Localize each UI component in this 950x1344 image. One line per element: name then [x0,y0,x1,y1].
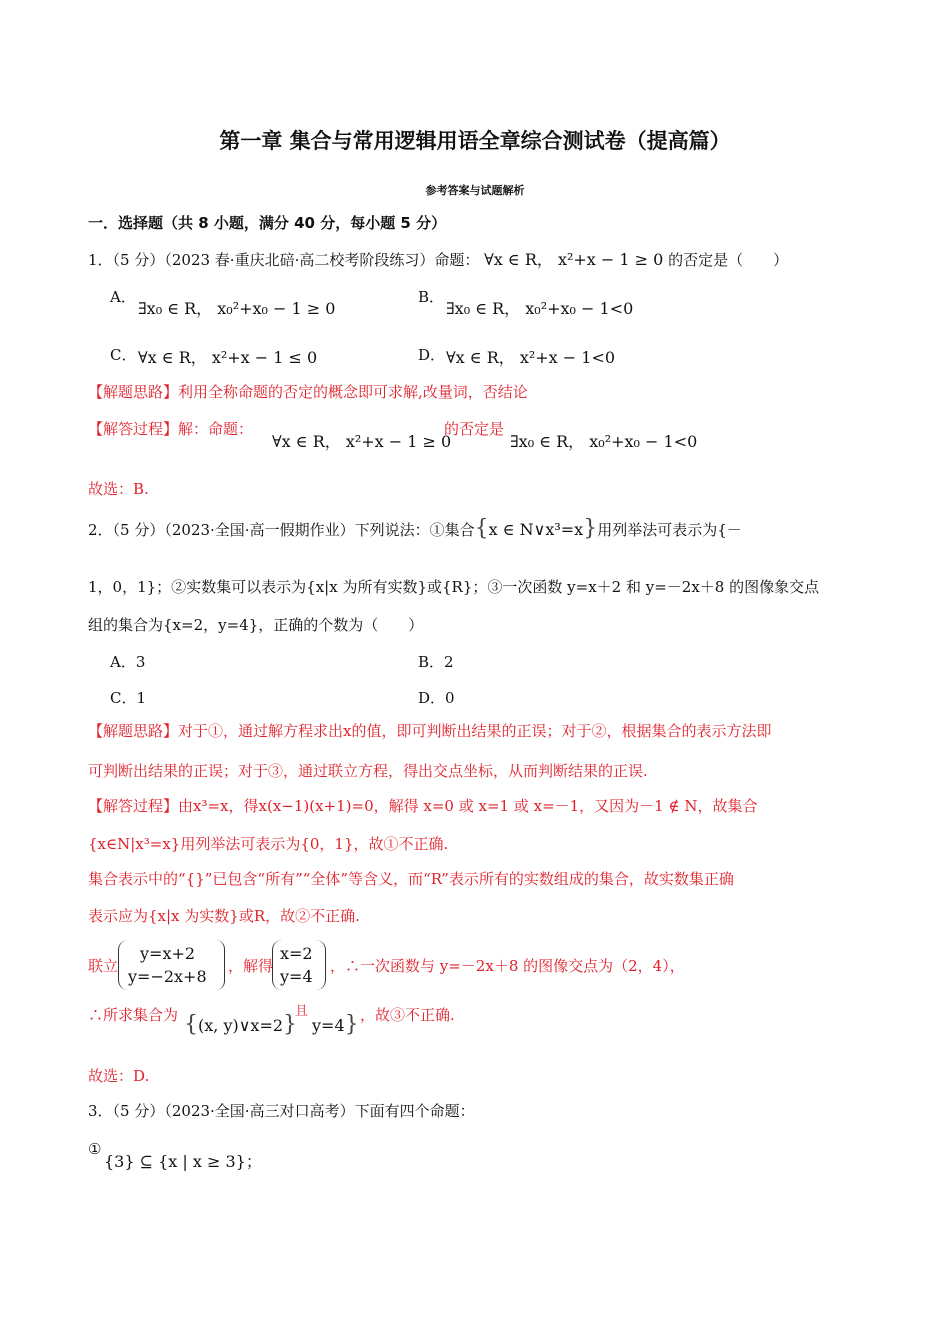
q2-option-d: D．0 [418,689,455,707]
q2-set-prefix: ∴所求集合为 [88,1006,179,1024]
q2-line2: 1，0，1}；②实数集可以表示为{x|x 为所有实数}或{R}；③一次函数 y=x＋2 和 y=－2x＋8 的图像象交点 [88,578,820,596]
q1-option-c-label: C． [110,346,137,364]
brace-right-icon: } [583,516,598,541]
q1-stem-tail: 的否定是（ ） [668,251,789,269]
q2-system-prefix: 联立 [88,957,119,975]
q2-process-line3: 集合表示中的“{}”已包含“所有”“全体”等含义，而“R”表示所有的实数组成的集合，故实数集正确 [88,870,734,888]
q2-option-a: A．3 [110,653,146,671]
q2-solution-eq1: x=2 [280,944,313,963]
q2-process-line2: {x∈N|x³=x}用列举法可表示为{0，1}，故①不正确. [88,835,449,853]
q2-set-and: 且 [295,1004,309,1019]
q2-line3: 组的集合为{x=2，y=4}，正确的个数为（ ） [88,616,424,634]
q1-option-b-label: B． [418,288,445,306]
system-brace-close [216,940,225,990]
q2-set-body2: y=4 [312,1016,345,1035]
q1-option-a-label: A． [110,288,136,306]
q2-process-line1: 【解答过程】由x³=x，得x(x−1)(x+1)=0，解得 x=0 或 x=1 或 x=－1，又因为－1 ∉ N，故集合 [88,797,758,815]
q1-stem-math: ∀x ∈ R， x²+x − 1 ≥ 0 [484,250,664,269]
brace-left-icon: { [474,516,489,541]
q2-stem [88,516,742,542]
q2-answer: 故选：D. [88,1067,150,1085]
q2-system-mid: ，解得 [228,957,274,975]
q2-set-expression2 [312,1012,359,1038]
q2-set-tail: ，故③不正确. [360,1006,455,1024]
q1-stem-text: 1．（5 分）（2023 春·重庆北碚·高二校考阶段练习）命题： [88,251,480,269]
q1-option-d-label: D． [418,346,446,364]
q1-option-a: ∃x₀ ∈ R， x₀²+x₀ − 1 ≥ 0 [138,299,336,318]
q3-item1-mark: ① [88,1140,102,1158]
q2-system-eq1: y=x+2 [140,944,196,963]
q1-process-a: 【解答过程】解：命题： [88,420,254,438]
q2-system-eq2: y=−2x+8 [128,967,207,986]
brace-right-icon: } [283,1012,298,1037]
q2-option-c: C．1 [110,689,147,707]
q1-process-b: 的否定是 [444,420,505,438]
q1-answer: 故选：B. [88,480,149,498]
q1-process-math2: ∃x₀ ∈ R， x₀²+x₀ − 1<0 [510,432,698,451]
q2-system-tail: ，∴一次函数与 y=－2x＋8 的图像交点为（2，4）， [330,957,685,975]
q2-idea-line1: 【解题思路】对于①，通过解方程求出x的值，即可判断出结果的正误；对于②，根据集合的表示方法即 [88,722,772,740]
q2-process-line4: 表示应为{x|x 为实数}或R，故②不正确. [88,907,360,925]
page-title: 第一章 集合与常用逻辑用语全章综合测试卷（提高篇） [219,129,731,153]
q2-stem-text: 2．（5 分）（2023·全国·高一假期作业）下列说法：①集合 [88,521,475,539]
page-subtitle: 参考答案与试题解析 [425,184,525,197]
q2-set-body: (x, y)∨x=2 [198,1016,284,1035]
brace-right-icon: } [344,1012,359,1037]
q1-idea: 【解题思路】利用全称命题的否定的概念即可求解,改量词，否结论 [88,383,528,401]
q1-option-c: ∀x ∈ R， x²+x − 1 ≤ 0 [138,348,318,367]
q3-stem: 3．（5 分）（2023·全国·高三对口高考）下面有四个命题： [88,1102,475,1120]
q2-option-b: B．2 [418,653,454,671]
q1-option-d: ∀x ∈ R， x²+x − 1<0 [446,348,616,367]
q2-stem-tail: 用列举法可表示为{－ [597,521,742,539]
q2-idea-line2: 可判断出结果的正误；对于③，通过联立方程，得出交点坐标，从而判断结果的正误. [88,762,648,780]
section-heading: 一．选择题（共 8 小题，满分 40 分，每小题 5 分） [88,214,447,232]
brace-left-icon: { [184,1012,198,1037]
q2-solution-eq2: y=4 [280,967,313,986]
q2-set-expression [184,1012,297,1038]
q2-stem-set: x ∈ N∨x³=x [488,520,584,539]
q1-option-b: ∃x₀ ∈ R， x₀²+x₀ − 1<0 [446,299,634,318]
q1-stem [88,250,788,269]
q3-item1: {3} ⊆ {x | x ≥ 3}； [104,1152,262,1171]
q1-process-math1: ∀x ∈ R， x²+x − 1 ≥ 0 [272,432,452,451]
